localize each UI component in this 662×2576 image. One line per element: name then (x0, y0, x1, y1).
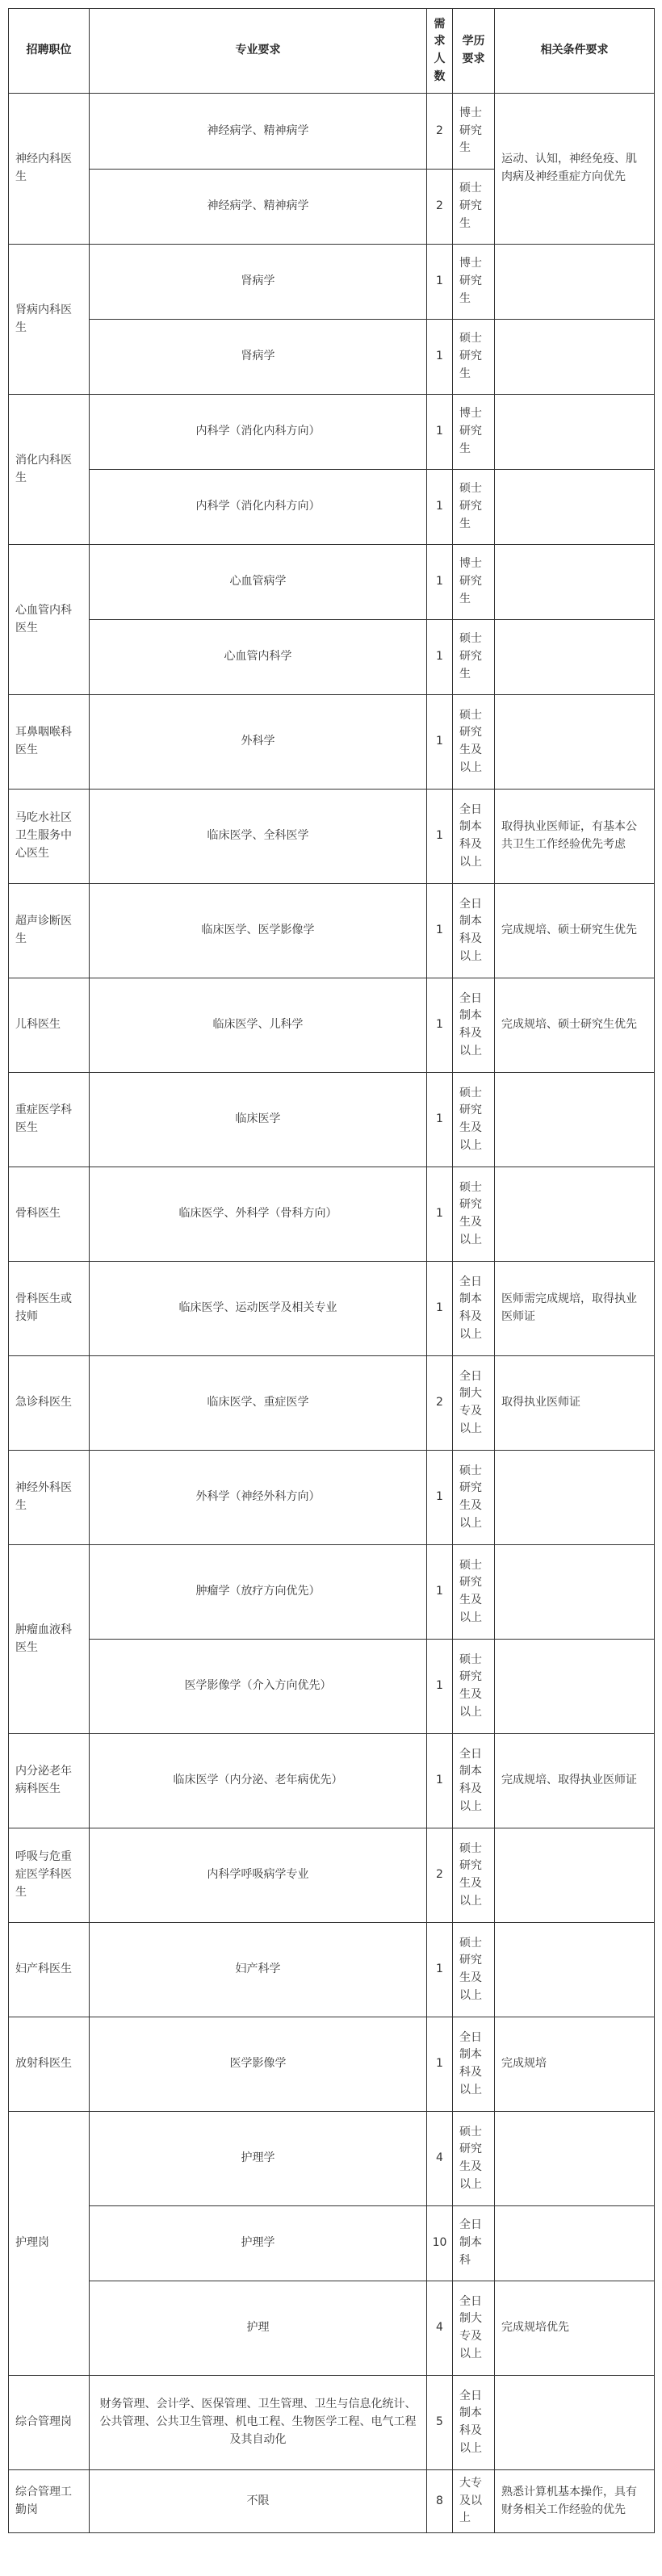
count-cell: 1 (427, 545, 453, 620)
education-cell: 博士研究生 (453, 395, 495, 470)
conditions-cell (495, 1451, 655, 1545)
position-cell: 骨科医生或技师 (9, 1262, 90, 1356)
count-cell: 2 (427, 1828, 453, 1923)
table-row (9, 620, 655, 695)
table-row (9, 2112, 655, 2206)
table-row (9, 2017, 655, 2112)
conditions-cell: 熟悉计算机基本操作，具有财务相关工作经验的优先 (495, 2470, 655, 2533)
conditions-cell (495, 2206, 655, 2281)
header-education: 学历要求 (453, 9, 495, 94)
major-cell: 医学影像学（介入方向优先） (90, 1640, 427, 1734)
conditions-cell (495, 620, 655, 695)
education-cell: 全日制本科及以上 (453, 2376, 495, 2470)
position-cell: 内分泌老年病科医生 (9, 1734, 90, 1828)
header-count: 需求人数 (427, 9, 453, 94)
table-row (9, 1262, 655, 1356)
table-row (9, 2206, 655, 2281)
conditions-cell (495, 1828, 655, 1923)
table-row (9, 1640, 655, 1734)
count-cell: 1 (427, 470, 453, 545)
education-cell: 全日制本科及以上 (453, 978, 495, 1073)
count-cell: 1 (427, 1073, 453, 1167)
table-row (9, 1545, 655, 1640)
header-position: 招聘职位 (9, 9, 90, 94)
education-cell: 硕士研究生及以上 (453, 1451, 495, 1545)
conditions-cell (495, 545, 655, 620)
conditions-cell: 完成规培、取得执业医师证 (495, 1734, 655, 1828)
count-cell: 4 (427, 2112, 453, 2206)
position-cell: 心血管内科医生 (9, 545, 90, 695)
header-major: 专业要求 (90, 9, 427, 94)
count-cell: 1 (427, 1923, 453, 2017)
major-cell: 财务管理、会计学、医保管理、卫生管理、卫生与信息化统计、公共管理、公共卫生管理、机电工程、生物医学工程、电气工程及其自动化 (90, 2376, 427, 2470)
conditions-cell: 取得执业医师证，有基本公共卫生工作经验优先考虑 (495, 790, 655, 884)
conditions-cell (495, 470, 655, 545)
major-cell: 内科学（消化内科方向） (90, 470, 427, 545)
major-cell: 神经病学、精神病学 (90, 94, 427, 170)
major-cell: 心血管内科学 (90, 620, 427, 695)
conditions-cell: 完成规培优先 (495, 2281, 655, 2376)
major-cell: 临床医学、全科医学 (90, 790, 427, 884)
count-cell: 4 (427, 2281, 453, 2376)
recruitment-table (8, 8, 655, 2533)
major-cell: 内科学（消化内科方向） (90, 395, 427, 470)
table-row (9, 2376, 655, 2470)
count-cell: 1 (427, 1734, 453, 1828)
count-cell: 1 (427, 320, 453, 395)
conditions-cell (495, 1640, 655, 1734)
major-cell: 护理 (90, 2281, 427, 2376)
major-cell: 神经病学、精神病学 (90, 170, 427, 245)
position-cell: 综合管理工勤岗 (9, 2470, 90, 2533)
position-cell: 妇产科医生 (9, 1923, 90, 2017)
count-cell: 1 (427, 884, 453, 978)
conditions-cell: 完成规培、硕士研究生优先 (495, 978, 655, 1073)
education-cell: 硕士研究生 (453, 170, 495, 245)
conditions-cell (495, 2112, 655, 2206)
table-row (9, 470, 655, 545)
education-cell: 全日制本科及以上 (453, 790, 495, 884)
education-cell: 硕士研究生及以上 (453, 695, 495, 790)
major-cell: 肾病学 (90, 320, 427, 395)
table-row (9, 2470, 655, 2533)
position-cell: 综合管理岗 (9, 2376, 90, 2470)
conditions-cell (495, 1167, 655, 1262)
education-cell: 全日制本科及以上 (453, 1734, 495, 1828)
major-cell: 妇产科学 (90, 1923, 427, 2017)
count-cell: 5 (427, 2376, 453, 2470)
table-row (9, 320, 655, 395)
conditions-cell: 医师需完成规培，取得执业医师证 (495, 1262, 655, 1356)
education-cell: 硕士研究生及以上 (453, 1073, 495, 1167)
count-cell: 8 (427, 2470, 453, 2533)
major-cell: 临床医学 (90, 1073, 427, 1167)
education-cell: 硕士研究生及以上 (453, 1923, 495, 2017)
position-cell: 护理岗 (9, 2112, 90, 2376)
count-cell: 2 (427, 170, 453, 245)
education-cell: 全日制大专及以上 (453, 1356, 495, 1451)
count-cell: 1 (427, 1451, 453, 1545)
table-row (9, 1073, 655, 1167)
table-row (9, 790, 655, 884)
education-cell: 全日制本科 (453, 2206, 495, 2281)
position-cell: 重症医学科医生 (9, 1073, 90, 1167)
major-cell: 临床医学（内分泌、老年病优先） (90, 1734, 427, 1828)
conditions-cell: 取得执业医师证 (495, 1356, 655, 1451)
table-row (9, 1167, 655, 1262)
count-cell: 1 (427, 1545, 453, 1640)
table-row (9, 1451, 655, 1545)
count-cell: 2 (427, 94, 453, 170)
conditions-cell: 完成规培 (495, 2017, 655, 2112)
major-cell: 临床医学、重症医学 (90, 1356, 427, 1451)
education-cell: 硕士研究生及以上 (453, 1828, 495, 1923)
major-cell: 不限 (90, 2470, 427, 2533)
table-row (9, 245, 655, 320)
count-cell: 1 (427, 1262, 453, 1356)
education-cell: 博士研究生 (453, 245, 495, 320)
table-row (9, 884, 655, 978)
table-row (9, 978, 655, 1073)
position-cell: 神经外科医生 (9, 1451, 90, 1545)
education-cell: 博士研究生 (453, 94, 495, 170)
major-cell: 临床医学、医学影像学 (90, 884, 427, 978)
count-cell: 1 (427, 1640, 453, 1734)
education-cell: 硕士研究生及以上 (453, 1640, 495, 1734)
table-row (9, 695, 655, 790)
position-cell: 神经内科医生 (9, 94, 90, 245)
major-cell: 外科学（神经外科方向） (90, 1451, 427, 1545)
count-cell: 1 (427, 1167, 453, 1262)
education-cell: 硕士研究生及以上 (453, 1545, 495, 1640)
conditions-cell (495, 1545, 655, 1640)
conditions-cell (495, 245, 655, 320)
table-row (9, 1828, 655, 1923)
table-row (9, 94, 655, 170)
conditions-cell (495, 1073, 655, 1167)
education-cell: 硕士研究生 (453, 320, 495, 395)
major-cell: 心血管病学 (90, 545, 427, 620)
header-conditions: 相关条件要求 (495, 9, 655, 94)
table-row (9, 1356, 655, 1451)
count-cell: 1 (427, 790, 453, 884)
table-row (9, 1734, 655, 1828)
count-cell: 1 (427, 620, 453, 695)
major-cell: 临床医学、外科学（骨科方向） (90, 1167, 427, 1262)
major-cell: 医学影像学 (90, 2017, 427, 2112)
position-cell: 急诊科医生 (9, 1356, 90, 1451)
education-cell: 全日制本科及以上 (453, 884, 495, 978)
count-cell: 1 (427, 695, 453, 790)
education-cell: 硕士研究生 (453, 620, 495, 695)
conditions-cell (495, 695, 655, 790)
count-cell: 2 (427, 1356, 453, 1451)
position-cell: 骨科医生 (9, 1167, 90, 1262)
major-cell: 护理学 (90, 2112, 427, 2206)
count-cell: 1 (427, 395, 453, 470)
major-cell: 临床医学、儿科学 (90, 978, 427, 1073)
count-cell: 1 (427, 978, 453, 1073)
position-cell: 马吃水社区卫生服务中心医生 (9, 790, 90, 884)
major-cell: 护理学 (90, 2206, 427, 2281)
count-cell: 1 (427, 245, 453, 320)
conditions-cell (495, 395, 655, 470)
major-cell: 内科学呼吸病学专业 (90, 1828, 427, 1923)
education-cell: 博士研究生 (453, 545, 495, 620)
position-cell: 肾病内科医生 (9, 245, 90, 395)
conditions-cell: 运动、认知，神经免疫、肌肉病及神经重症方向优先 (495, 94, 655, 245)
position-cell: 呼吸与危重症医学科医生 (9, 1828, 90, 1923)
count-cell: 10 (427, 2206, 453, 2281)
position-cell: 儿科医生 (9, 978, 90, 1073)
conditions-cell (495, 320, 655, 395)
position-cell: 耳鼻咽喉科医生 (9, 695, 90, 790)
education-cell: 全日制本科及以上 (453, 2017, 495, 2112)
table-row (9, 545, 655, 620)
table-row (9, 395, 655, 470)
table-header-row (9, 9, 655, 94)
education-cell: 全日制本科及以上 (453, 1262, 495, 1356)
major-cell: 临床医学、运动医学及相关专业 (90, 1262, 427, 1356)
education-cell: 硕士研究生及以上 (453, 2112, 495, 2206)
position-cell: 超声诊断医生 (9, 884, 90, 978)
education-cell: 硕士研究生及以上 (453, 1167, 495, 1262)
major-cell: 外科学 (90, 695, 427, 790)
table-body (9, 94, 655, 2533)
position-cell: 放射科医生 (9, 2017, 90, 2112)
major-cell: 肿瘤学（放疗方向优先） (90, 1545, 427, 1640)
table-row (9, 1923, 655, 2017)
major-cell: 肾病学 (90, 245, 427, 320)
position-cell: 肿瘤血液科医生 (9, 1545, 90, 1734)
conditions-cell (495, 2376, 655, 2470)
position-cell: 消化内科医生 (9, 395, 90, 545)
education-cell: 大专及以上 (453, 2470, 495, 2533)
table-row (9, 2281, 655, 2376)
education-cell: 硕士研究生 (453, 470, 495, 545)
conditions-cell (495, 1923, 655, 2017)
count-cell: 1 (427, 2017, 453, 2112)
education-cell: 全日制大专及以上 (453, 2281, 495, 2376)
conditions-cell: 完成规培、硕士研究生优先 (495, 884, 655, 978)
